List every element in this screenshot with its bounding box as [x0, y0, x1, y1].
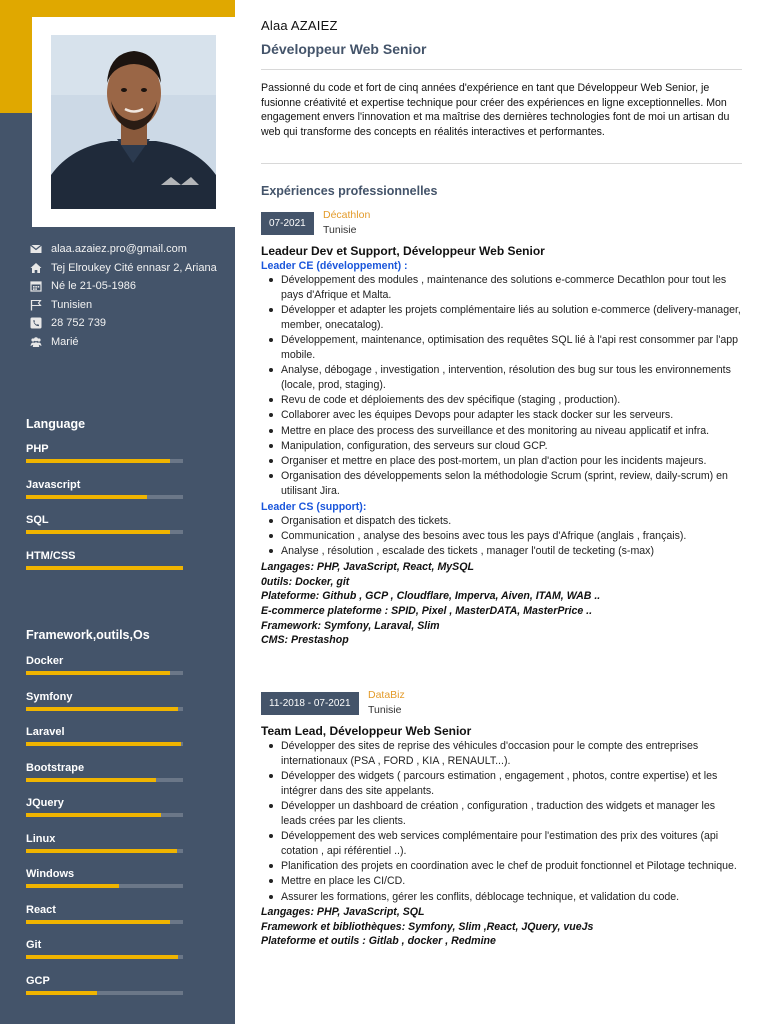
tech-stack-line: Langages: PHP, JavaScript, SQL	[261, 906, 425, 919]
list-item: Analyse , résolution , escalade des tickets , manager l'outil de tecketing (s-max)	[261, 544, 742, 559]
job-entry-databiz	[261, 689, 742, 949]
list-item: Planification des projets en coordination avec le chef de produit fonctionnel et Pilotage technique.	[261, 859, 742, 874]
job-body	[261, 739, 742, 949]
skill-item	[26, 513, 183, 549]
skill-name: PHP	[26, 443, 49, 455]
list-item: Développement des modules , maintenance des solutions e-commerce Decathlon pour tout les pays d'Afrique et Malta.	[261, 273, 742, 302]
sidebar	[0, 0, 235, 1024]
experience-section-title: Expériences professionnelles	[261, 184, 438, 198]
skill-level-bar	[26, 459, 183, 463]
home-icon	[30, 262, 42, 274]
profile-summary: Passionné du code et fort de cinq années d'expérience en tant que Développeur Web Senior, je fusionne créativité et expertise technique pour créer des expériences en ligne exceptionnelles. Mon engagement envers l'innovation et ma maîtrise des dernières technologies font de moi un artisan du web qui transforme des concepts en réalités interactives et performantes.	[261, 82, 730, 138]
tech-stack-line: 0utils: Docker, git	[261, 575, 350, 588]
skill-item	[26, 761, 183, 797]
tech-stack-line: Langages: PHP, JavaScript, React, MySQL	[261, 561, 474, 574]
skill-name: React	[26, 903, 56, 916]
skill-name: Docker	[26, 655, 64, 667]
skill-item	[26, 938, 183, 974]
skill-level-bar	[26, 920, 183, 924]
email-icon	[30, 243, 42, 255]
list-item: Développer des sites de reprise des véhicules d'occasion pour le compte des entreprises internationaux (PSA , FORD , KIA , RENAULT...).	[261, 739, 742, 768]
list-item: Organisation des développements selon la méthodologie Scrum (sprint, review, daily-scrum) en utilisant Jira.	[261, 469, 742, 498]
contact-phone	[30, 316, 225, 331]
contact-nationality-text: Tunisien	[51, 298, 93, 311]
skill-level-bar	[26, 566, 183, 570]
list-item: Développer et adapter les projets complémentaire liés au solution e-commerce (delivery-manager, member, onecatalog).	[261, 303, 742, 332]
list-item: Mettre en place les CI/CD.	[261, 874, 742, 889]
list-item: Organisation et dispatch des tickets.	[261, 514, 742, 529]
profile-photo	[51, 35, 216, 209]
skill-item	[26, 832, 183, 868]
skill-level-fill	[26, 955, 178, 959]
tech-stack-line: CMS: Prestashop	[261, 634, 349, 647]
skill-item	[26, 549, 183, 585]
skill-name: Linux	[26, 832, 56, 845]
flag-icon	[30, 299, 42, 311]
list-item: Développement, maintenance, optimisation des requêtes SQL lié à l'api rest consommer par l'app mobile.	[261, 333, 742, 362]
tech-stack-line: Plateforme et outils : Gitlab , docker , Redmine	[261, 935, 496, 948]
job-role: Leadeur Dev et Support, Développeur Web Senior	[261, 244, 545, 258]
skill-item	[26, 725, 183, 761]
skill-item	[26, 867, 183, 903]
profile-photo-frame	[32, 17, 235, 227]
skill-name: Javascript	[26, 478, 81, 491]
contact-marital-status-text: Marié	[51, 335, 79, 348]
responsibility-list	[261, 739, 742, 904]
contact-marital-status	[30, 335, 225, 350]
job-header	[261, 689, 742, 722]
responsibility-group-label: Leader CS (support):	[261, 500, 367, 513]
skill-item	[26, 903, 183, 939]
contact-address-text: Tej Elroukey Cité ennasr 2, Ariana	[51, 261, 217, 274]
skill-name: Windows	[26, 868, 75, 880]
skill-level-bar	[26, 884, 183, 888]
skill-level-fill	[26, 884, 119, 888]
list-item: Communication , analyse des besoins avec tous les pays d'Afrique (anglais , français).	[261, 529, 742, 544]
list-item: Organiser et mettre en place des post-mortem, un plan d'action pour les incidents majeurs.	[261, 454, 742, 469]
skill-name: GCP	[26, 974, 50, 987]
job-date-badge: 07-2021	[261, 212, 314, 235]
contact-nationality	[30, 298, 225, 313]
job-body	[261, 259, 742, 648]
skill-level-bar	[26, 495, 183, 499]
tech-stack-line: Framework: Symfony, Laraval, Slim	[261, 619, 440, 632]
responsibility-group-label: Leader CE (développement) :	[261, 260, 408, 272]
job-date-badge: 11-2018 - 07-2021	[261, 692, 359, 715]
skill-level-fill	[26, 566, 183, 570]
skill-level-fill	[26, 813, 161, 817]
list-item: Développement des web services complémentaire pour l'estimation des prix des voitures (api cotation , api référentiel ..).	[261, 829, 742, 858]
contact-email	[30, 242, 225, 257]
skill-level-bar	[26, 778, 183, 782]
candidate-name: Alaa AZAIEZ	[261, 18, 338, 33]
list-item: Développer un dashboard de création , configuration , traduction des widgets et manager les leads crées par les clients.	[261, 799, 742, 828]
people-icon	[30, 336, 42, 348]
skill-name: JQuery	[26, 797, 64, 809]
list-item: Assurer les formations, gérer les conflits, déblocage technique, et validation du code.	[261, 890, 742, 905]
skill-level-bar	[26, 991, 183, 995]
list-item: Manipulation, configuration, des serveurs sur cloud GCP.	[261, 439, 742, 454]
skill-item	[26, 974, 183, 1010]
skill-level-bar	[26, 530, 183, 534]
skill-level-bar	[26, 955, 183, 959]
job-company: DataBiz	[368, 689, 405, 701]
skill-item	[26, 654, 183, 690]
contact-address	[30, 261, 225, 276]
skill-level-bar	[26, 671, 183, 675]
contact-list	[30, 242, 225, 353]
framework-skill-list	[26, 654, 183, 1009]
divider	[261, 69, 742, 70]
contact-birthdate-text: Né le 21-05-1986	[51, 280, 137, 292]
job-country: Tunisie	[323, 224, 357, 236]
contact-birthdate	[30, 279, 225, 294]
skill-level-bar	[26, 707, 183, 711]
responsibility-list	[261, 273, 742, 499]
skill-level-bar	[26, 742, 183, 746]
skill-level-fill	[26, 671, 170, 675]
list-item: Mettre en place des process des surveillance et des monitoring au niveau applicatif et infra.	[261, 424, 742, 439]
skill-name: Laravel	[26, 726, 65, 738]
skill-item	[26, 478, 183, 514]
job-country: Tunisie	[368, 704, 402, 716]
job-company: Décathlon	[323, 209, 371, 221]
job-entry-decathlon	[261, 209, 742, 648]
skill-item	[26, 690, 183, 726]
contact-phone-text[interactable]: 28 752 739	[51, 317, 107, 329]
list-item: Collaborer avec les équipes Devops pour adapter les stack docker sur les serveurs.	[261, 408, 742, 423]
skill-level-bar	[26, 813, 183, 817]
skill-item	[26, 796, 183, 832]
language-skill-list	[26, 442, 183, 584]
list-item: Revu de code et déploiements des dev spécifique (staging , production).	[261, 393, 742, 408]
framework-section-title: Framework,outils,Os	[26, 628, 150, 642]
skill-level-fill	[26, 495, 147, 499]
calendar-icon	[30, 280, 42, 292]
phone-icon	[30, 317, 42, 329]
skill-level-fill	[26, 707, 178, 711]
language-section-title: Language	[26, 417, 86, 431]
contact-email-text[interactable]: alaa.azaiez.pro@gmail.com	[51, 243, 187, 255]
responsibility-list	[261, 514, 742, 559]
divider	[261, 163, 742, 164]
skill-name: HTM/CSS	[26, 549, 76, 562]
candidate-title: Développeur Web Senior	[261, 41, 427, 57]
skill-name: Symfony	[26, 690, 73, 703]
skill-name: Bootstrape	[26, 761, 85, 774]
tech-stack-line: E-commerce plateforme : SPID, Pixel , MasterDATA, MasterPrice ..	[261, 604, 593, 617]
skill-level-fill	[26, 991, 97, 995]
skill-level-fill	[26, 849, 177, 853]
skill-name: Git	[26, 939, 42, 951]
list-item: Développer des widgets ( parcours estimation , engagement , photos, contre expertise) et les intégrer dans des site appelants.	[261, 769, 742, 798]
skill-name: SQL	[26, 514, 49, 526]
tech-stack-line: Plateforme: Github , GCP , Cloudflare, Imperva, Aiven, ITAM, WAB ..	[261, 590, 601, 603]
skill-level-bar	[26, 849, 183, 853]
skill-level-fill	[26, 459, 170, 463]
skill-level-fill	[26, 778, 156, 782]
tech-stack-line: Framework et bibliothèques: Symfony, Slim ,React, JQuery, vueJs	[261, 920, 594, 933]
skill-level-fill	[26, 920, 170, 924]
job-header	[261, 209, 742, 242]
skill-item	[26, 442, 183, 478]
list-item: Analyse, débogage , investigation , intervention, résolution des bug sur tous les environnements (locale, prod, staging).	[261, 363, 742, 392]
skill-level-fill	[26, 742, 181, 746]
job-role: Team Lead, Développeur Web Senior	[261, 724, 472, 738]
skill-level-fill	[26, 530, 170, 534]
